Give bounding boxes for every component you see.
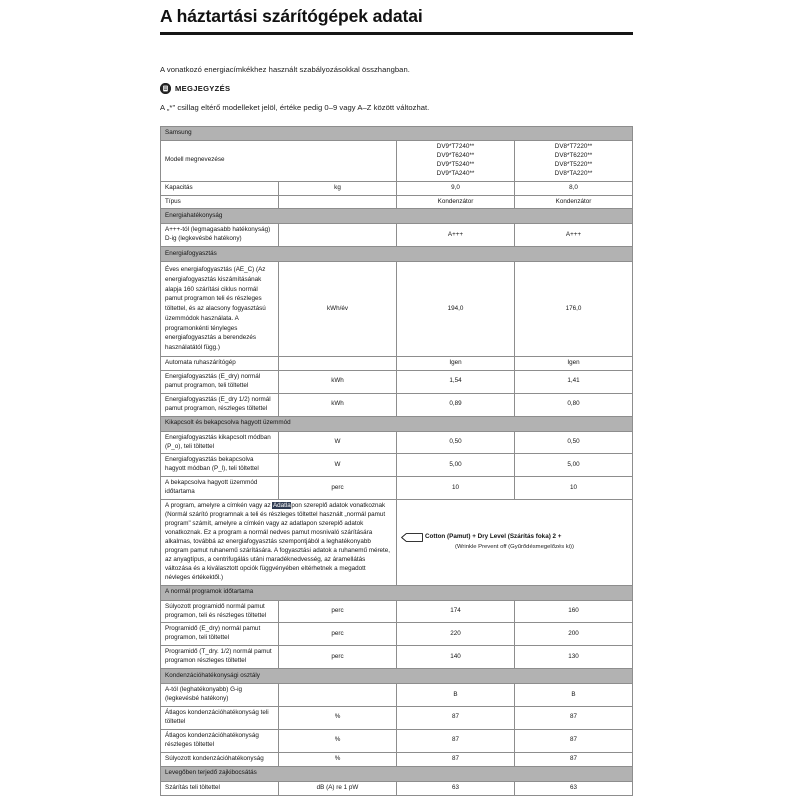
table-row <box>161 646 633 669</box>
page-title: A háztartási szárítógépek adatai <box>160 6 423 26</box>
row-unit: W <box>279 431 397 454</box>
row-label: Típus <box>161 195 279 209</box>
table-row <box>161 195 633 209</box>
row-label: A-tól (leghatékonyabb) G-ig (legkevésbé hatékony) <box>161 684 279 707</box>
model-values-col1 <box>397 140 515 181</box>
table-row <box>161 181 633 195</box>
row-value-col2: 0,80 <box>515 393 633 416</box>
model-name: DV9*T6240** <box>436 151 475 159</box>
row-value-col1: 140 <box>397 646 515 669</box>
row-unit: % <box>279 729 397 752</box>
table-row <box>161 454 633 477</box>
row-label: Átlagos kondenzációhatékonyság teli töltettel <box>161 707 279 730</box>
table-row <box>161 752 633 766</box>
row-label: Energiafogyasztás (E_dry 1/2) normál pamut programon, részleges töltettel <box>161 393 279 416</box>
row-value-col1: B <box>397 684 515 707</box>
program-description-cell <box>161 500 397 585</box>
row-value-col1: 220 <box>397 623 515 646</box>
row-value-col1: 63 <box>397 781 515 795</box>
row-value-col1: A+++ <box>397 224 515 247</box>
row-unit: perc <box>279 477 397 500</box>
model-name: DV8*T5220** <box>554 160 593 168</box>
program-description-before: A program, amelyre a címkén vagy az <box>165 502 273 510</box>
specification-table-body <box>161 126 633 795</box>
row-value-col2: 87 <box>515 752 633 766</box>
row-value-col2: A+++ <box>515 224 633 247</box>
star-footnote: A „*" csillag eltérő modelleket jelöl, értéke pedig 0–9 vagy A–Z között változhat. <box>160 102 430 112</box>
table-row <box>161 600 633 623</box>
table-row <box>161 356 633 370</box>
row-unit: W <box>279 454 397 477</box>
table-row <box>161 262 633 357</box>
model-name: DV8*TA220** <box>554 169 593 177</box>
specification-table <box>160 126 633 796</box>
model-name: DV8*T6220** <box>554 151 593 159</box>
row-label: Átlagos kondenzációhatékonyság részleges töltettel <box>161 729 279 752</box>
row-unit: kWh <box>279 370 397 393</box>
note-label: MEGJEGYZÉS <box>175 83 231 93</box>
row-value-col2: 130 <box>515 646 633 669</box>
row-value-col2: 10 <box>515 477 633 500</box>
row-label: Energiafogyasztás kikapcsolt módban (P_o), teli töltettel <box>161 431 279 454</box>
model-name: DV9*T5240** <box>436 160 475 168</box>
program-value-cell <box>397 500 633 585</box>
section-header-label: Kikapcsolt és bekapcsolva hagyott üzemmód <box>161 416 633 431</box>
row-value-col2: B <box>515 684 633 707</box>
row-unit: perc <box>279 623 397 646</box>
table-row-section-header <box>161 209 633 224</box>
row-value-col1: 87 <box>397 707 515 730</box>
note-document-icon <box>160 83 171 94</box>
row-unit: kWh/év <box>279 262 397 357</box>
section-header-label: Energiafogyasztás <box>161 247 633 262</box>
title-block <box>160 0 633 35</box>
table-row <box>161 707 633 730</box>
section-header-label: Levegőben terjedő zajkibocsátás <box>161 766 633 781</box>
model-name: DV9*TA240** <box>436 169 475 177</box>
row-unit: kg <box>279 181 397 195</box>
table-row <box>161 623 633 646</box>
table-row <box>161 781 633 795</box>
row-label: Energiafogyasztás (E_dry) normál pamut programon, teli töltettel <box>161 370 279 393</box>
row-unit: % <box>279 707 397 730</box>
program-value-sub-text: (Wrinkle Prevent off (Gyűrődésmegelőzés ki)) <box>455 544 574 551</box>
model-values-col2 <box>515 140 633 181</box>
row-label: Kapacitás <box>161 181 279 195</box>
row-unit: perc <box>279 600 397 623</box>
section-header-label: A normál programok időtartama <box>161 585 633 600</box>
row-label: A+++-tól (legmagasabb hatékonyság) D-ig (legkevésbé hatékony) <box>161 224 279 247</box>
row-unit <box>279 224 397 247</box>
row-label: Éves energiafogyasztás (AE_C) (Az energiafogyasztás kiszámításának alapja 160 szárítási ciklus normál pamut programon teli és részleges töltettel, és az alacsony fogyasztású üzemmódok használata. A programonkénti tényleges energiafogyasztás a berendezés használatától függ.) <box>161 262 279 357</box>
row-value-col1: 87 <box>397 752 515 766</box>
row-value-col1: 174 <box>397 600 515 623</box>
row-unit <box>279 195 397 209</box>
row-value-col1: Kondenzátor <box>397 195 515 209</box>
row-label: Szárítás teli töltettel <box>161 781 279 795</box>
row-unit <box>279 684 397 707</box>
page-content <box>160 0 633 796</box>
pennant-flag-icon <box>401 533 423 542</box>
row-value-col2: Kondenzátor <box>515 195 633 209</box>
row-unit: kWh <box>279 393 397 416</box>
table-row-section-header <box>161 247 633 262</box>
model-name: DV8*T7220** <box>554 142 593 150</box>
table-row-section-header <box>161 585 633 600</box>
table-row-model <box>161 140 633 181</box>
row-value-col1: Igen <box>397 356 515 370</box>
row-value-col2: 5,00 <box>515 454 633 477</box>
row-value-col2: Igen <box>515 356 633 370</box>
table-row-section-header <box>161 416 633 431</box>
program-description-highlight: Adatla <box>272 502 291 510</box>
program-value-main-row <box>401 533 628 542</box>
row-label: Súlyozott programidő normál pamut programon, teli és részleges töltettel <box>161 600 279 623</box>
row-value-col2: 200 <box>515 623 633 646</box>
row-value-col1: 9,0 <box>397 181 515 195</box>
row-label: A bekapcsolva hagyott üzemmód időtartama <box>161 477 279 500</box>
program-description-after: pon szereplő adatok vonatkoznak (Normál szárító programnak a teli és részleges töltettel használt „normál pamut program" számít, amelyre a címkén vagy az adatlapon szereplő adatok vonatkoznak. Ez a program a normál nedves pamut mosnivaló szárítására alkalmas, továbbá az energiafogyasztás szempontjából a leghatékonyabb program pamut ruhanemű szárítására. A fogyasztási adatok a ruhanemű mérete, az anyagtípus, a centrifugálás utáni maradéknedvesség, az áramellátás változása és a kiválasztott opciók függvényében eltérhetnek a megadott névleges értékektől.) <box>165 502 391 581</box>
row-value-col2: 8,0 <box>515 181 633 195</box>
table-row <box>161 729 633 752</box>
model-name: DV9*T7240** <box>436 142 475 150</box>
row-value-col2: 1,41 <box>515 370 633 393</box>
row-value-col2: 63 <box>515 781 633 795</box>
table-row <box>161 224 633 247</box>
row-value-col1: 10 <box>397 477 515 500</box>
table-row <box>161 431 633 454</box>
row-label: Programidő (T_dry. 1/2) normál pamut programon részleges töltettel <box>161 646 279 669</box>
row-value-col1: 1,54 <box>397 370 515 393</box>
row-label: Programidő (E_dry) normál pamut programon, teli töltettel <box>161 623 279 646</box>
intro-text: A vonatkozó energiacímkékhez használt szabályozásokkal összhangban. <box>160 64 410 74</box>
table-row <box>161 393 633 416</box>
section-header-label: Kondenzációhatékonysági osztály <box>161 669 633 684</box>
row-unit <box>279 356 397 370</box>
row-value-col2: 87 <box>515 729 633 752</box>
section-header-label: Energiahatékonyság <box>161 209 633 224</box>
row-value-col1: 0,89 <box>397 393 515 416</box>
brand-cell: Samsung <box>161 126 633 140</box>
row-label: Energiafogyasztás bekapcsolva hagyott módban (P_l), teli töltettel <box>161 454 279 477</box>
table-row-section-header <box>161 669 633 684</box>
row-value-col2: 87 <box>515 707 633 730</box>
row-label: Súlyozott kondenzációhatékonyság <box>161 752 279 766</box>
row-value-col2: 160 <box>515 600 633 623</box>
table-row <box>161 684 633 707</box>
row-unit: dB (A) re 1 pW <box>279 781 397 795</box>
row-unit: perc <box>279 646 397 669</box>
table-row <box>161 477 633 500</box>
model-label-cell: Modell megnevezése <box>161 140 397 181</box>
row-label: Automata ruhaszárítógép <box>161 356 279 370</box>
title-underline <box>160 32 633 35</box>
row-value-col2: 0,50 <box>515 431 633 454</box>
row-value-col1: 194,0 <box>397 262 515 357</box>
row-value-col1: 87 <box>397 729 515 752</box>
row-unit: % <box>279 752 397 766</box>
row-value-col1: 0,50 <box>397 431 515 454</box>
table-row-section-header <box>161 766 633 781</box>
table-row-program <box>161 500 633 585</box>
table-row <box>161 370 633 393</box>
note-block <box>160 83 633 94</box>
row-value-col2: 176,0 <box>515 262 633 357</box>
program-value-main-text: Cotton (Pamut) + Dry Level (Szárítás foka) 2 + <box>425 533 562 541</box>
table-row-brand <box>161 126 633 140</box>
row-value-col1: 5,00 <box>397 454 515 477</box>
